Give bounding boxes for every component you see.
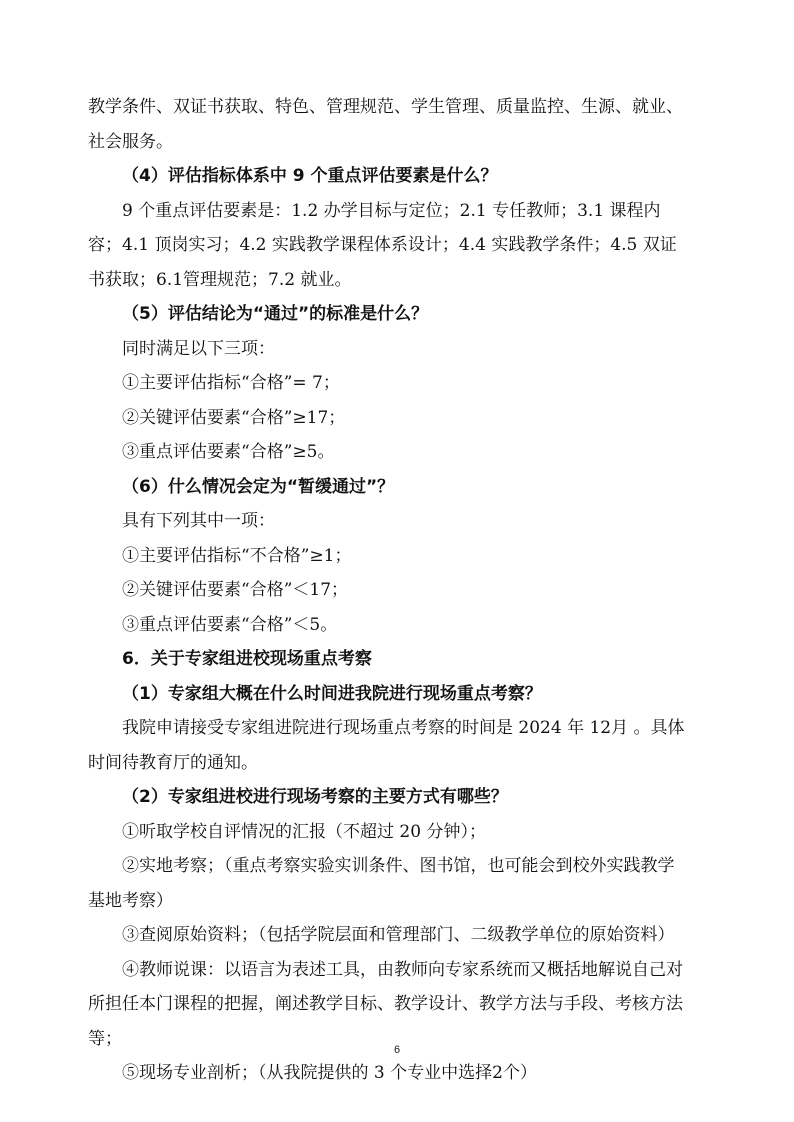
paragraph-deferred-intro: 具有下列其中一项： (122, 511, 275, 531)
deferred-criterion-3: ③重点评估要素“合格”＜5。 (122, 614, 338, 635)
pass-criterion-3: ③重点评估要素“合格”≥5。 (122, 442, 335, 462)
deferred-criterion-1: ①主要评估指标“不合格”≥1； (122, 545, 352, 566)
question-heading-s6-1: （1）专家组大概在什么时间进我院进行现场重点考察？ (122, 683, 542, 704)
section-heading-6: 6．关于专家组进校现场重点考察 (122, 649, 372, 669)
question-heading-s6-2: （2）专家组进校进行现场考察的主要方式有哪些？ (122, 787, 508, 807)
question-heading-4: （4）评估指标体系中 9 个重点评估要素是什么？ (122, 166, 498, 186)
method-item-3: ③查阅原始资料；（包括学院层面和管理部门、二级教学单位的原始资料） (122, 925, 675, 945)
pass-criterion-1: ①主要评估指标“合格”= 7； (122, 373, 340, 393)
method-item-4: ④教师说课：以语言为表述工具，由教师向专家系统而又概括地解说自己对所担任本门课程的把握，阐述教学目标、教学设计、教学方法与手段、考核方法等； (88, 959, 683, 1049)
question-heading-5: （5）评估结论为“通过”的标准是什么？ (122, 304, 429, 324)
paragraph-key-elements: 9 个重点评估要素是：1.2 办学目标与定位；2.1 专任教师；3.1 课程内容；4.1 顶岗实习；4.2 实践教学课程体系设计；4.4 实践教学条件；4.5 双证书获取；6.1管理规范；7.2 就业。 (88, 200, 677, 290)
method-item-1: ①听取学校自评情况的汇报（不超过 20 分钟）； (122, 821, 486, 842)
question-heading-6: （6）什么情况会定为“暂缓通过”？ (122, 476, 395, 497)
deferred-criterion-2: ②关键评估要素“合格”＜17； (122, 580, 349, 600)
document-body (88, 90, 688, 1091)
paragraph-pass-intro: 同时满足以下三项： (122, 338, 275, 359)
method-item-2: ②实地考察；（重点考察实验实训条件、图书馆，也可能会到校外实践教学基地考察） (88, 856, 675, 911)
method-item-5: ⑤现场专业剖析；（从我院提供的 3 个专业中选择2个） (122, 1063, 537, 1083)
paragraph-visit-time: 我院申请接受专家组进院进行现场重点考察的时间是 2024 年 12月 。具体时间待教育厅的通知。 (88, 718, 685, 773)
paragraph-continued: 教学条件、双证书获取、特色、管理规范、学生管理、质量监控、生源、就业、社会服务。 (88, 97, 683, 152)
pass-criterion-2: ②关键评估要素“合格”≥17； (122, 407, 346, 428)
page-number: 6 (393, 1044, 401, 1056)
